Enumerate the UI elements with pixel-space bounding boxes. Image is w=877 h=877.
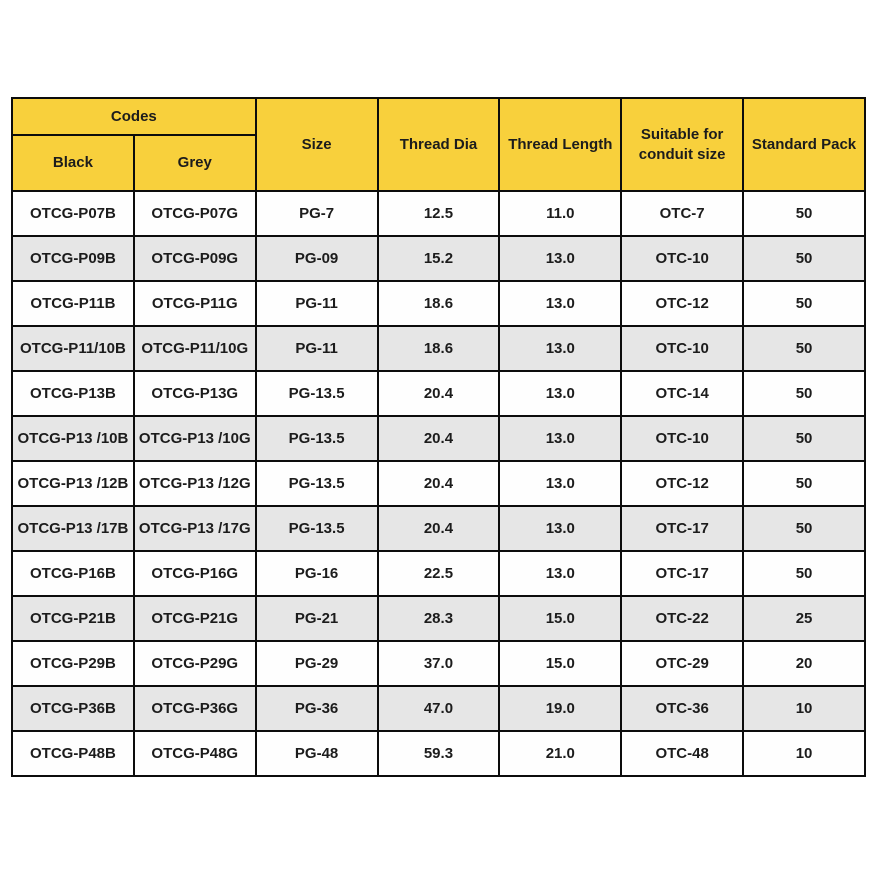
table-cell: PG-16	[256, 551, 378, 596]
table-cell: 47.0	[378, 686, 500, 731]
black-column-header: Black	[12, 135, 134, 191]
table-row	[12, 371, 865, 416]
table-cell: 13.0	[499, 236, 621, 281]
table-cell: OTCG-P11G	[134, 281, 256, 326]
table-cell: OTC-10	[621, 236, 743, 281]
table-cell: 50	[743, 236, 865, 281]
table-cell: 50	[743, 191, 865, 236]
table-cell: OTCG-P11/10G	[134, 326, 256, 371]
table-cell: 20.4	[378, 416, 500, 461]
table-cell: 25	[743, 596, 865, 641]
table-cell: 18.6	[378, 281, 500, 326]
table-cell: OTCG-P13 /10B	[12, 416, 134, 461]
table-cell: PG-7	[256, 191, 378, 236]
table-cell: OTC-10	[621, 326, 743, 371]
table-cell: OTCG-P29G	[134, 641, 256, 686]
suitable-conduit-label: Suitable for conduit size	[638, 126, 726, 163]
table-cell: PG-13.5	[256, 416, 378, 461]
table-row	[12, 596, 865, 641]
table-cell: 15.2	[378, 236, 500, 281]
table-cell: OTCG-P13 /17G	[134, 506, 256, 551]
table-cell: PG-13.5	[256, 371, 378, 416]
table-cell: 13.0	[499, 551, 621, 596]
thread-dia-column-header: Thread Dia	[378, 98, 500, 191]
table-cell: 13.0	[499, 461, 621, 506]
table-cell: 10	[743, 686, 865, 731]
table-cell: 13.0	[499, 506, 621, 551]
table-cell: OTCG-P11/10B	[12, 326, 134, 371]
table-cell: PG-36	[256, 686, 378, 731]
table-cell: 50	[743, 371, 865, 416]
table-cell: OTCG-P11B	[12, 281, 134, 326]
table-cell: 20.4	[378, 371, 500, 416]
table-cell: OTC-14	[621, 371, 743, 416]
table-cell: OTC-22	[621, 596, 743, 641]
table-cell: PG-11	[256, 326, 378, 371]
table-cell: OTC-36	[621, 686, 743, 731]
table-cell: 50	[743, 281, 865, 326]
table-cell: 21.0	[499, 731, 621, 776]
size-column-header: Size	[256, 98, 378, 191]
table-cell: 20.4	[378, 506, 500, 551]
table-cell: PG-11	[256, 281, 378, 326]
grey-column-header: Grey	[134, 135, 256, 191]
standard-pack-column-header: Standard Pack	[743, 98, 865, 191]
table-cell: OTCG-P09G	[134, 236, 256, 281]
table-cell: OTCG-P48G	[134, 731, 256, 776]
table-cell: 13.0	[499, 371, 621, 416]
table-cell: PG-13.5	[256, 461, 378, 506]
table-cell: 15.0	[499, 641, 621, 686]
table-cell: OTCG-P13 /10G	[134, 416, 256, 461]
table-cell: 19.0	[499, 686, 621, 731]
table-cell: OTC-10	[621, 416, 743, 461]
table-cell: PG-21	[256, 596, 378, 641]
table-row	[12, 686, 865, 731]
table-cell: OTCG-P07G	[134, 191, 256, 236]
table-body	[12, 191, 865, 776]
table-cell: OTCG-P36G	[134, 686, 256, 731]
table-row	[12, 416, 865, 461]
table-cell: PG-09	[256, 236, 378, 281]
table-cell: OTCG-P13 /12G	[134, 461, 256, 506]
table-cell: OTCG-P09B	[12, 236, 134, 281]
suitable-conduit-column-header	[621, 98, 743, 191]
table-cell: OTC-17	[621, 506, 743, 551]
table-cell: OTCG-P07B	[12, 191, 134, 236]
table-cell: 50	[743, 416, 865, 461]
table-cell: PG-13.5	[256, 506, 378, 551]
table-row	[12, 281, 865, 326]
table-cell: 59.3	[378, 731, 500, 776]
table-cell: 13.0	[499, 326, 621, 371]
table-cell: 50	[743, 506, 865, 551]
table-cell: OTC-7	[621, 191, 743, 236]
table-cell: 50	[743, 551, 865, 596]
table-cell: 50	[743, 461, 865, 506]
table-cell: OTCG-P48B	[12, 731, 134, 776]
table-cell: OTCG-P13 /17B	[12, 506, 134, 551]
table-cell: OTC-12	[621, 281, 743, 326]
table-cell: OTCG-P21G	[134, 596, 256, 641]
table-cell: OTCG-P16B	[12, 551, 134, 596]
table-cell: 22.5	[378, 551, 500, 596]
thread-length-column-header: Thread Length	[499, 98, 621, 191]
table-row	[12, 641, 865, 686]
table-cell: 18.6	[378, 326, 500, 371]
table-cell: OTCG-P16G	[134, 551, 256, 596]
table-cell: OTCG-P13 /12B	[12, 461, 134, 506]
table-cell: 20.4	[378, 461, 500, 506]
table-row	[12, 191, 865, 236]
table-cell: 12.5	[378, 191, 500, 236]
table-cell: OTC-48	[621, 731, 743, 776]
table-cell: 20	[743, 641, 865, 686]
table-header	[12, 98, 865, 191]
table-row	[12, 326, 865, 371]
table-row	[12, 551, 865, 596]
table-cell: OTCG-P29B	[12, 641, 134, 686]
table-cell: PG-29	[256, 641, 378, 686]
table-cell: OTC-12	[621, 461, 743, 506]
table-row	[12, 731, 865, 776]
codes-group-header: Codes	[12, 98, 256, 135]
table-row	[12, 506, 865, 551]
table-cell: 15.0	[499, 596, 621, 641]
table-cell: 50	[743, 326, 865, 371]
table-cell: OTC-17	[621, 551, 743, 596]
table-cell: OTCG-P21B	[12, 596, 134, 641]
product-spec-table	[11, 97, 866, 777]
table-cell: 11.0	[499, 191, 621, 236]
table-row	[12, 236, 865, 281]
header-row-codes	[12, 98, 865, 135]
table-row	[12, 461, 865, 506]
table-cell: PG-48	[256, 731, 378, 776]
table-cell: 37.0	[378, 641, 500, 686]
table-cell: OTC-29	[621, 641, 743, 686]
table-cell: OTCG-P36B	[12, 686, 134, 731]
table-cell: 13.0	[499, 416, 621, 461]
table-cell: 10	[743, 731, 865, 776]
table-cell: OTCG-P13B	[12, 371, 134, 416]
table-cell: 13.0	[499, 281, 621, 326]
table-cell: OTCG-P13G	[134, 371, 256, 416]
table-cell: 28.3	[378, 596, 500, 641]
